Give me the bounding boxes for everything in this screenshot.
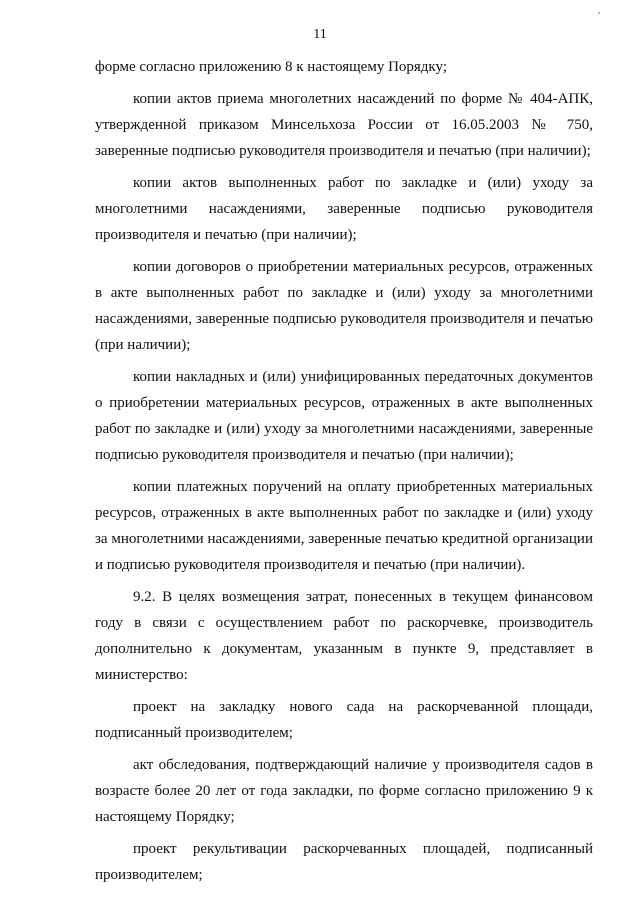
paragraph-continuation: форме согласно приложению 8 к настоящему Порядку;	[95, 59, 447, 75]
paragraph-invoices: копии накладных и (или) унифицированных передаточных документов о приобретении материальных ресурсов, отраженных в акте выполненных работ по закладке и (или) уходу за многолетними насаждениями, заверенные подписью руководителя производителя и печатью (при наличии);	[95, 369, 593, 463]
paragraph-section-9-2: 9.2. В целях возмещения затрат, понесенных в текущем финансовом году в связи с осуществлением работ по раскорчевке, производитель дополнительно к документам, указанным в пункте 9, представляет в министерство:	[95, 589, 593, 683]
paragraph-acceptance-acts: копии актов приема многолетних насаждений по форме № 404-АПК, утвержденной приказом Минсельхоза России от 16.05.2003 № 750, заверенные подписью руководителя производителя и печатью (при наличии);	[95, 91, 593, 159]
paragraph-new-garden-project: проект на закладку нового сада на раскорчеванной площади, подписанный производителем;	[95, 699, 593, 741]
paragraph-payment-orders: копии платежных поручений на оплату приобретенных материальных ресурсов, отраженных в акте выполненных работ по закладке и (или) уходу за многолетними насаждениями, заверенные печатью кредитной организации и подписью руководителя производителя и печатью (при наличии).	[95, 479, 593, 573]
paragraph-inspection-act: акт обследования, подтверждающий наличие у производителя садов в возрасте более 20 лет от года закладки, по форме согласно приложению 9 к настоящему Порядку;	[95, 757, 593, 825]
document-body	[95, 54, 593, 894]
paragraph-purchase-contracts: копии договоров о приобретении материальных ресурсов, отраженных в акте выполненных работ по закладке и (или) уходу за многолетними насаждениями, заверенные подписью руководителя производителя и печатью (при наличии);	[95, 259, 593, 353]
corner-mark: '	[598, 10, 600, 22]
paragraph-completed-work-acts: копии актов выполненных работ по закладке и (или) уходу за многолетними насаждениями, заверенные подписью руководителя производителя и печатью (при наличии);	[95, 175, 593, 243]
page-number: 11	[313, 27, 327, 42]
paragraph-recultivation-project: проект рекультивации раскорчеванных площадей, подписанный производителем;	[95, 841, 593, 883]
